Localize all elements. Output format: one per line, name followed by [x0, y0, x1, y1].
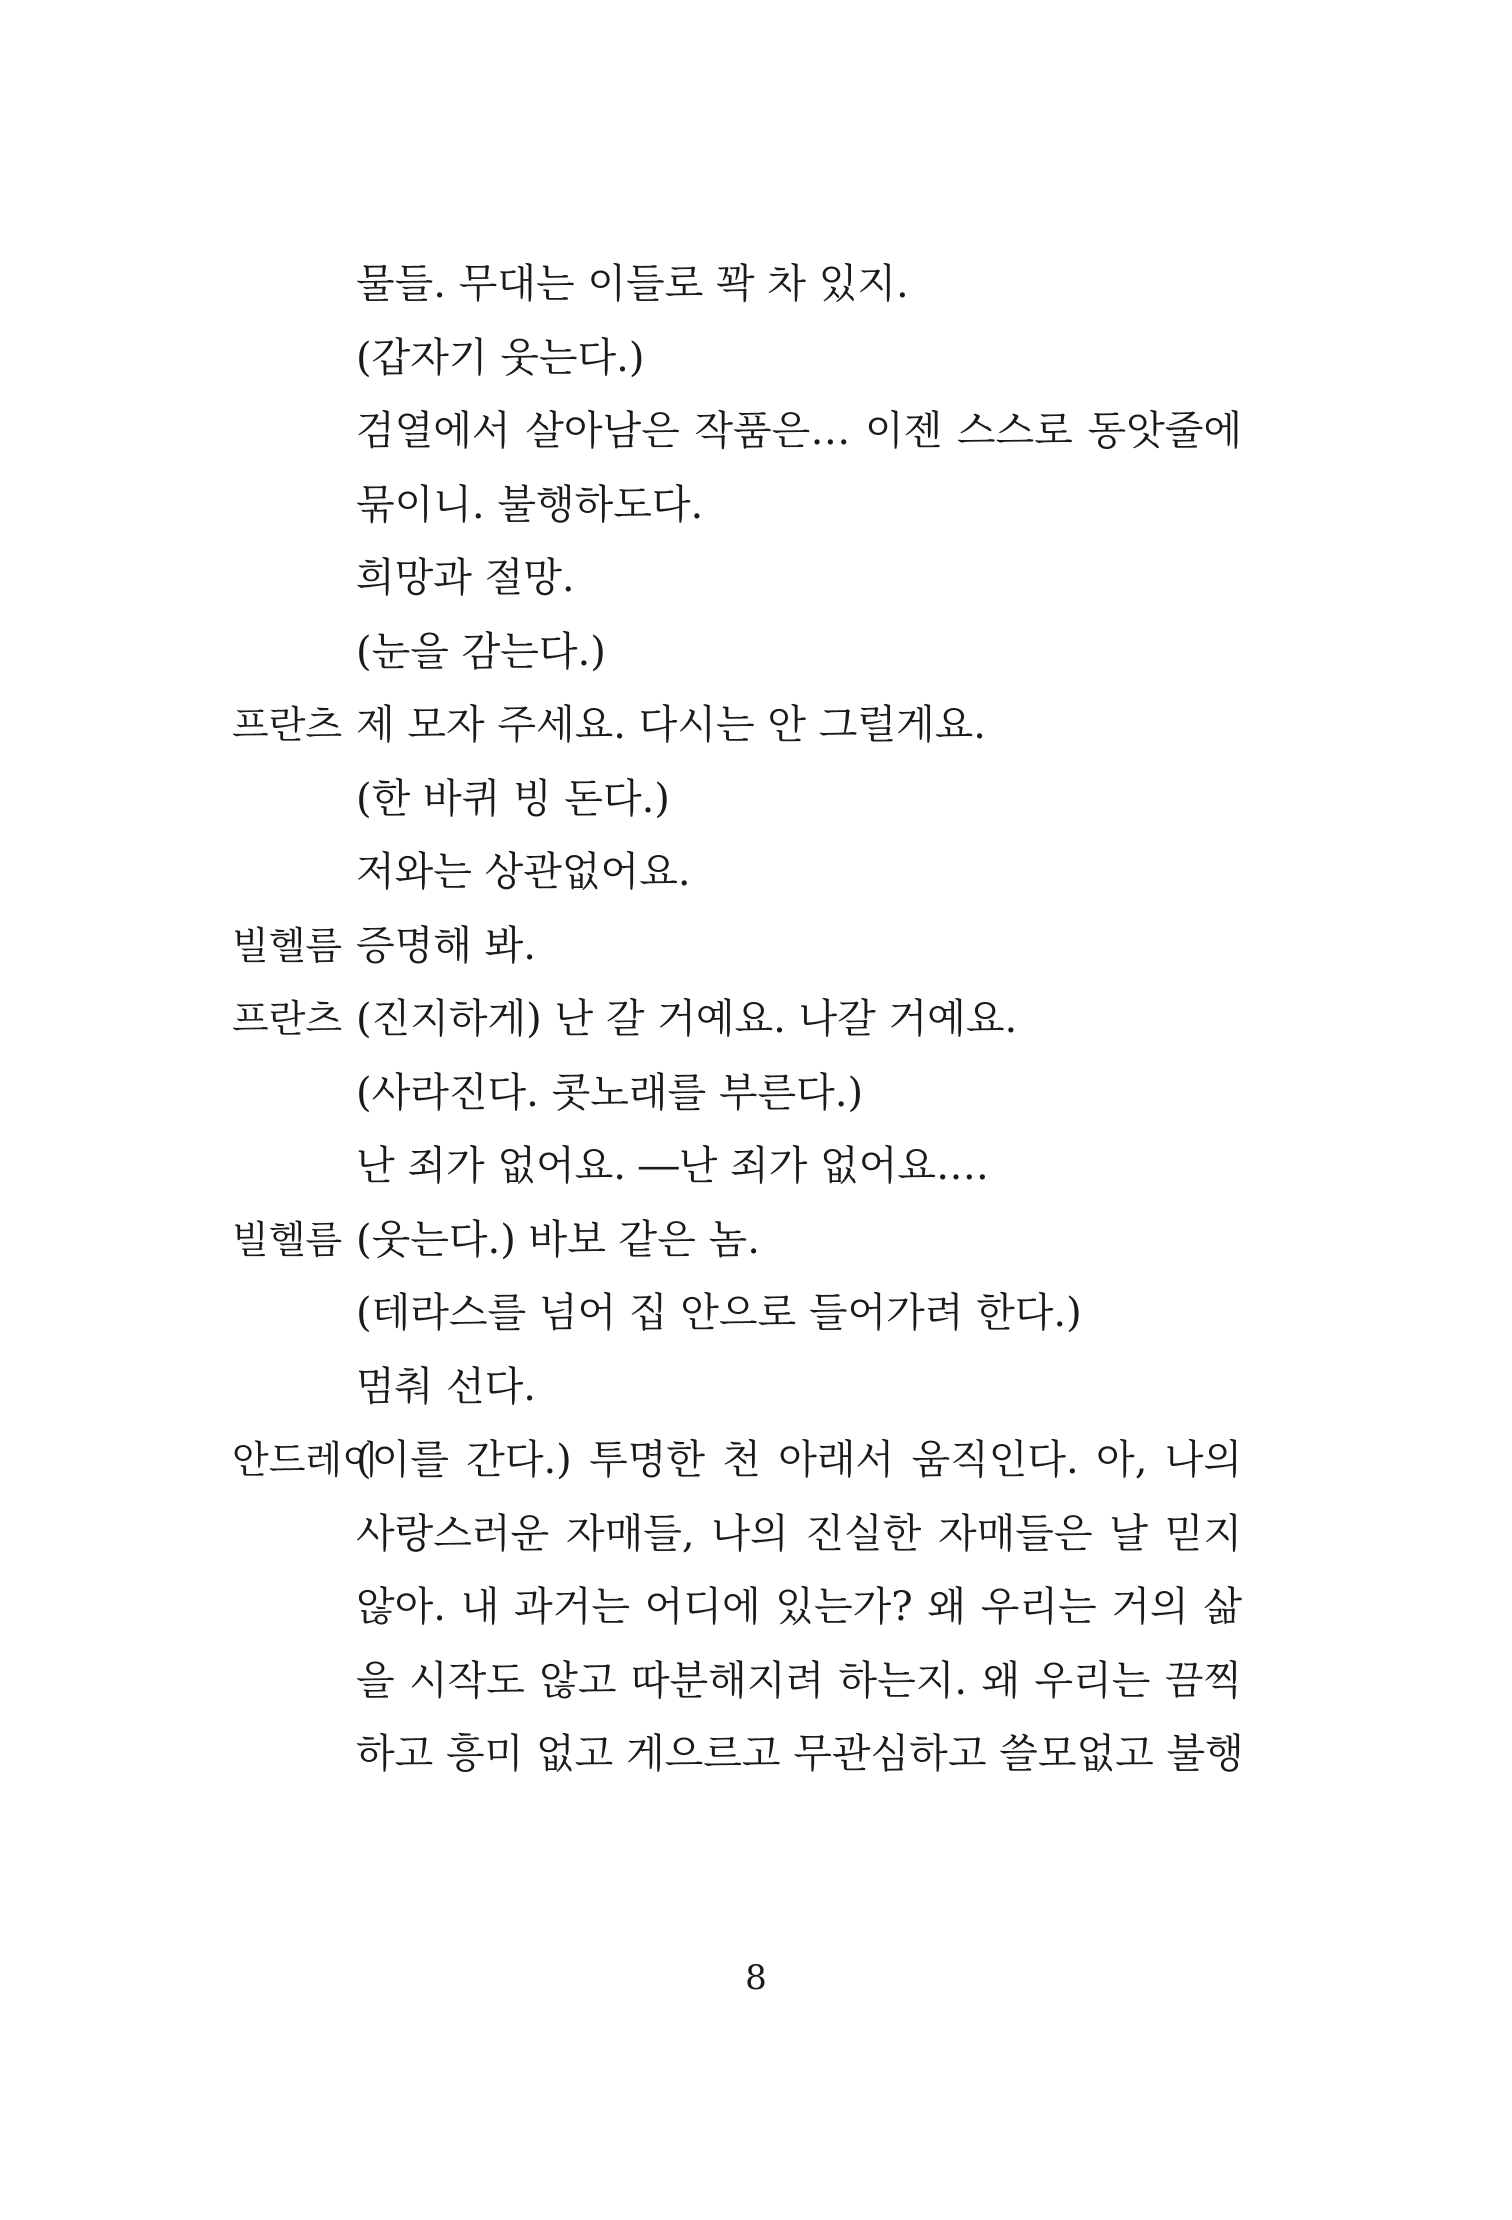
script-line [232, 322, 1242, 396]
dialogue-text: 하고 흥미 없고 게으르고 무관심하고 쓸모없고 불행 [356, 1731, 1244, 1777]
script-line [232, 542, 1242, 616]
script-line [232, 689, 1242, 763]
dialogue-text: (이를 간다.) 투명한 천 아래서 움직인다. 아, 나의 [356, 1437, 1242, 1483]
play-script [232, 248, 1242, 1792]
speaker-name: 프란츠 [232, 703, 343, 747]
script-line [232, 395, 1242, 469]
dialogue-text: 검열에서 살아남은 작품은… 이젠 스스로 동앗줄에 [356, 408, 1242, 454]
script-line [232, 1718, 1242, 1792]
dialogue-text: 증명해 봐. [356, 922, 536, 969]
dialogue-text: 않아. 내 과거는 어디에 있는가? 왜 우리는 거의 삶 [356, 1584, 1242, 1630]
speaker-name: 안드레이 [232, 1438, 379, 1482]
stage-direction: (사라진다. 콧노래를 부른다.) [356, 1069, 864, 1116]
script-line [232, 1498, 1242, 1572]
script-line [232, 248, 1242, 322]
page-number: 8 [745, 1958, 767, 1998]
dialogue-text: (진지하게) 난 갈 거예요. 나갈 거예요. [356, 996, 1018, 1042]
speaker-name: 빌헬름 [232, 1217, 343, 1262]
script-line [232, 1645, 1242, 1719]
script-line [232, 1204, 1242, 1278]
dialogue-text: 멈춰 선다. [356, 1363, 536, 1410]
script-line [232, 469, 1242, 543]
script-line [232, 983, 1242, 1057]
dialogue-text: 물들. 무대는 이들로 꽉 차 있지. [356, 261, 909, 307]
stage-direction: (한 바퀴 빙 돈다.) [356, 775, 670, 822]
dialogue-text: (웃는다.) 바보 같은 놈. [356, 1216, 760, 1263]
dialogue-text: 제 모자 주세요. 다시는 안 그럴게요. [356, 702, 986, 748]
script-line [232, 616, 1242, 690]
script-line [232, 836, 1242, 910]
script-line [232, 1571, 1242, 1645]
script-line [232, 1277, 1242, 1351]
script-line [232, 1351, 1242, 1425]
dialogue-text: 난 죄가 없어요. ―난 죄가 없어요…. [356, 1143, 989, 1189]
script-line [232, 1130, 1242, 1204]
dialogue-text: 희망과 절망. [356, 555, 575, 601]
dialogue-text: 묶이니. 불행하도다. [356, 481, 704, 528]
dialogue-text: 사랑스러운 자매들, 나의 진실한 자매들은 날 믿지 [356, 1510, 1242, 1557]
speaker-name: 빌헬름 [232, 923, 343, 968]
dialogue-text: 저와는 상관없어요. [356, 849, 691, 895]
script-line [232, 1057, 1242, 1131]
stage-direction: (테라스를 넘어 집 안으로 들어가려 한다.) [356, 1290, 1082, 1336]
stage-direction: (눈을 감는다.) [356, 628, 606, 675]
stage-direction: (갑자기 웃는다.) [356, 334, 645, 381]
script-line [232, 763, 1242, 837]
script-line [232, 1424, 1242, 1498]
speaker-name: 프란츠 [232, 997, 343, 1041]
script-line [232, 910, 1242, 984]
dialogue-text: 을 시작도 않고 따분해지려 하는지. 왜 우리는 끔찍 [356, 1657, 1242, 1704]
